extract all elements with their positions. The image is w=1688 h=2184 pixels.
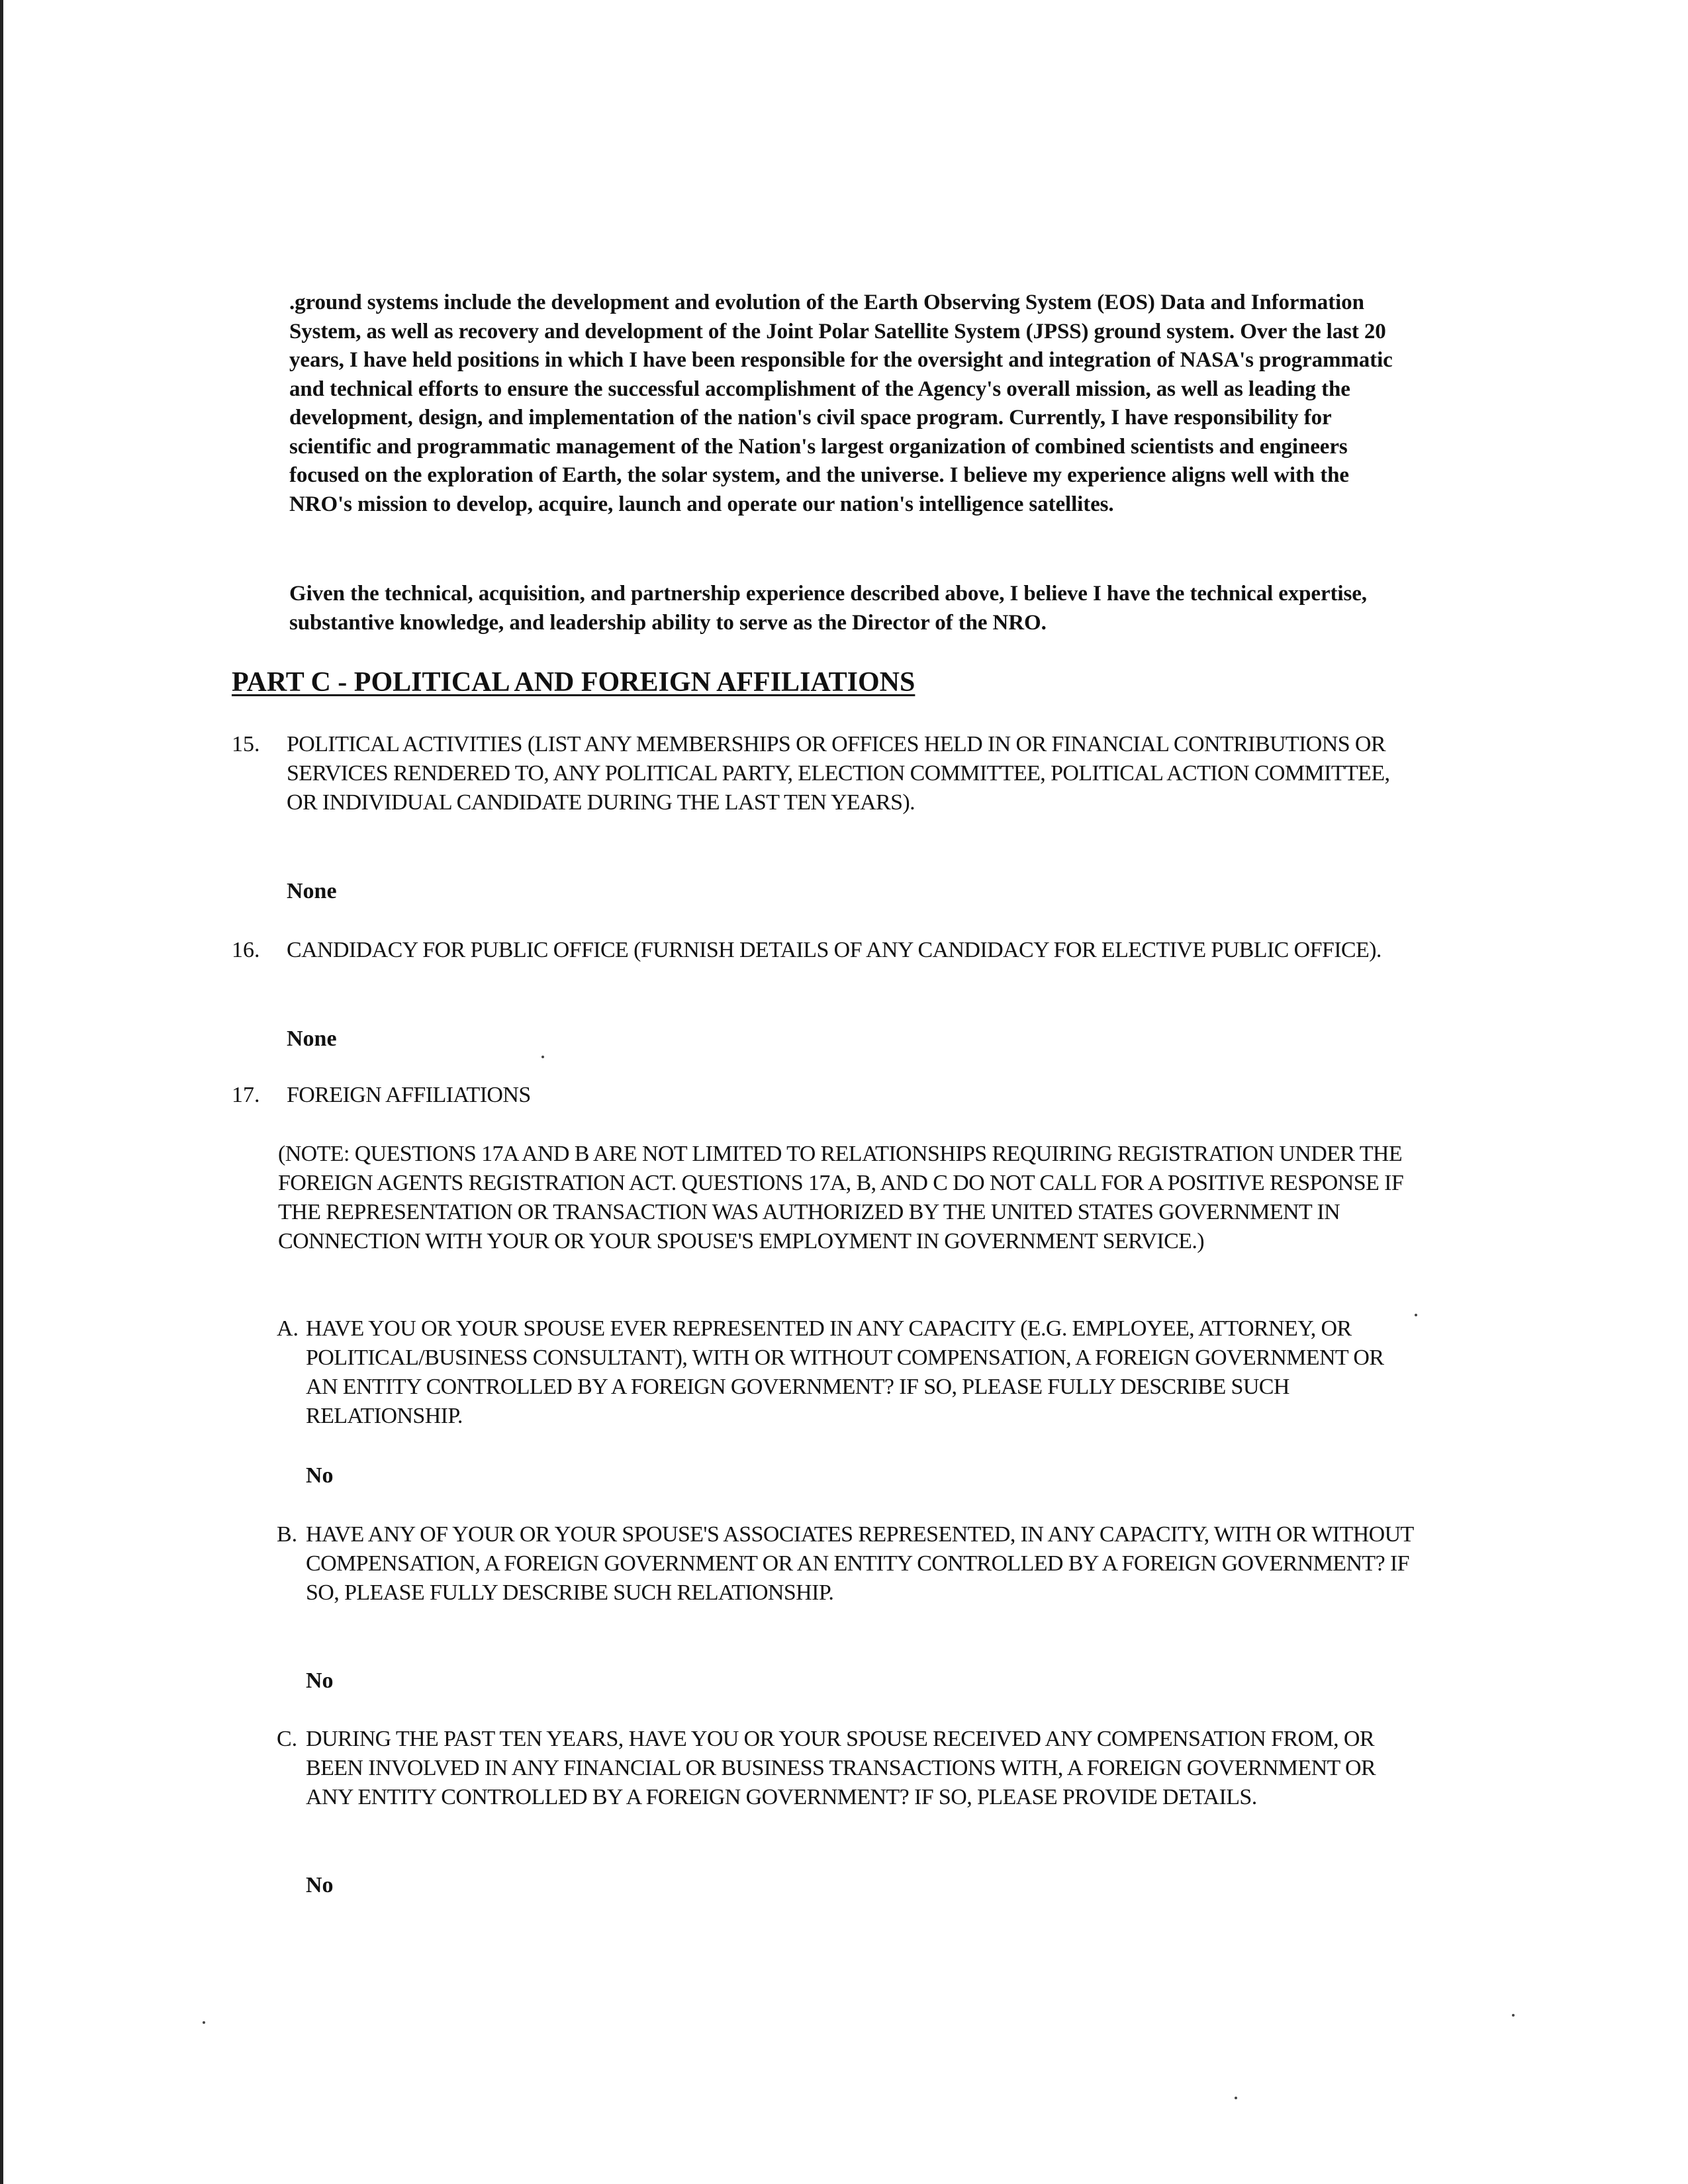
question-15-answer: None: [287, 879, 337, 903]
question-17a-letter: A.: [277, 1316, 299, 1341]
scan-speck: [541, 1056, 544, 1058]
question-17b-letter: B.: [277, 1522, 298, 1547]
intro-paragraph-2: Given the technical, acquisition, and partnership experience described above, I believe I have the technical expertise, substantive knowledge, and leadership ability to serve as the Director of the NRO.: [289, 582, 1367, 635]
question-16-text: CANDIDACY FOR PUBLIC OFFICE (FURNISH DETAILS OF ANY CANDIDACY FOR ELECTIVE PUBLIC OFFICE).: [287, 938, 1382, 962]
question-17-text: FOREIGN AFFILIATIONS: [287, 1083, 531, 1107]
question-17-number: 17.: [232, 1083, 260, 1107]
intro-paragraph-1: .ground systems include the development and evolution of the Earth Observing System (EOS) Data and Information System, as well as recovery and development of the Joint Polar Satellite System (JPSS) ground system. Over the last 20 years, I have held positions in which I have been responsible for the oversight and integration of NASA's programmatic and technical efforts to ensure the successful accomplishment of the Agency's overall mission, as well as leading the development, design, and implementation of the nation's civil space program. Currently, I have responsibility for scientific and programmatic management of the Nation's largest organization of combined scientists and engineers focused on the exploration of Earth, the solar system, and the universe. I believe my experience aligns well with the NRO's mission to develop, acquire, launch and operate our nation's intelligence satellites.: [289, 291, 1393, 516]
question-16-number: 16.: [232, 938, 260, 962]
part-c-heading: PART C - POLITICAL AND FOREIGN AFFILIATIONS: [232, 667, 915, 698]
question-17b-answer: No: [306, 1668, 334, 1693]
question-17c-text: DURING THE PAST TEN YEARS, HAVE YOU OR YOUR SPOUSE RECEIVED ANY COMPENSATION FROM, OR BEEN INVOLVED IN ANY FINANCIAL OR BUSINESS TRANSACTIONS WITH, A FOREIGN GOVERNMENT OR ANY ENTITY CONTROLLED BY A FOREIGN GOVERNMENT? IF SO, PLEASE PROVIDE DETAILS.: [306, 1727, 1376, 1809]
question-16-answer: None: [287, 1026, 337, 1051]
question-17c-answer: No: [306, 1873, 334, 1897]
question-17c-letter: C.: [277, 1727, 298, 1751]
scan-edge: [0, 0, 3, 2184]
scan-speck: [1415, 1314, 1417, 1316]
question-15-number: 15.: [232, 732, 260, 756]
scan-speck: [1512, 2014, 1515, 2017]
question-17a-text: HAVE YOU OR YOUR SPOUSE EVER REPRESENTED IN ANY CAPACITY (E.G. EMPLOYEE, ATTORNEY, OR POLITICAL/BUSINESS CONSULTANT), WITH OR WITHOUT COMPENSATION, A FOREIGN GOVERNMENT OR AN ENTITY CONTROLLED BY A FOREIGN GOVERNMENT? IF SO, PLEASE FULLY DESCRIBE SUCH RELATIONSHIP.: [306, 1316, 1384, 1428]
question-15-text: POLITICAL ACTIVITIES (LIST ANY MEMBERSHIPS OR OFFICES HELD IN OR FINANCIAL CONTRIBUTIONS OR SERVICES RENDERED TO, ANY POLITICAL PARTY, ELECTION COMMITTEE, POLITICAL ACTION COMMITTEE, OR INDIVIDUAL CANDIDATE DURING THE LAST TEN YEARS).: [287, 732, 1390, 815]
scan-speck: [203, 2021, 205, 2024]
question-17a-answer: No: [306, 1463, 334, 1488]
scan-speck: [1235, 2097, 1237, 2099]
question-17b-text: HAVE ANY OF YOUR OR YOUR SPOUSE'S ASSOCIATES REPRESENTED, IN ANY CAPACITY, WITH OR WITHOUT COMPENSATION, A FOREIGN GOVERNMENT OR AN ENTITY CONTROLLED BY A FOREIGN GOVERNMENT? IF SO, PLEASE FULLY DESCRIBE SUCH RELATIONSHIP.: [306, 1522, 1414, 1605]
question-17-note: (NOTE: QUESTIONS 17A AND B ARE NOT LIMITED TO RELATIONSHIPS REQUIRING REGISTRATION UNDER THE FOREIGN AGENTS REGISTRATION ACT. QUESTIONS 17A, B, AND C DO NOT CALL FOR A POSITIVE RESPONSE IF THE REPRESENTATION OR TRANSACTION WAS AUTHORIZED BY THE UNITED STATES GOVERNMENT IN CONNECTION WITH YOUR OR YOUR SPOUSE'S EMPLOYMENT IN GOVERNMENT SERVICE.): [278, 1142, 1404, 1253]
